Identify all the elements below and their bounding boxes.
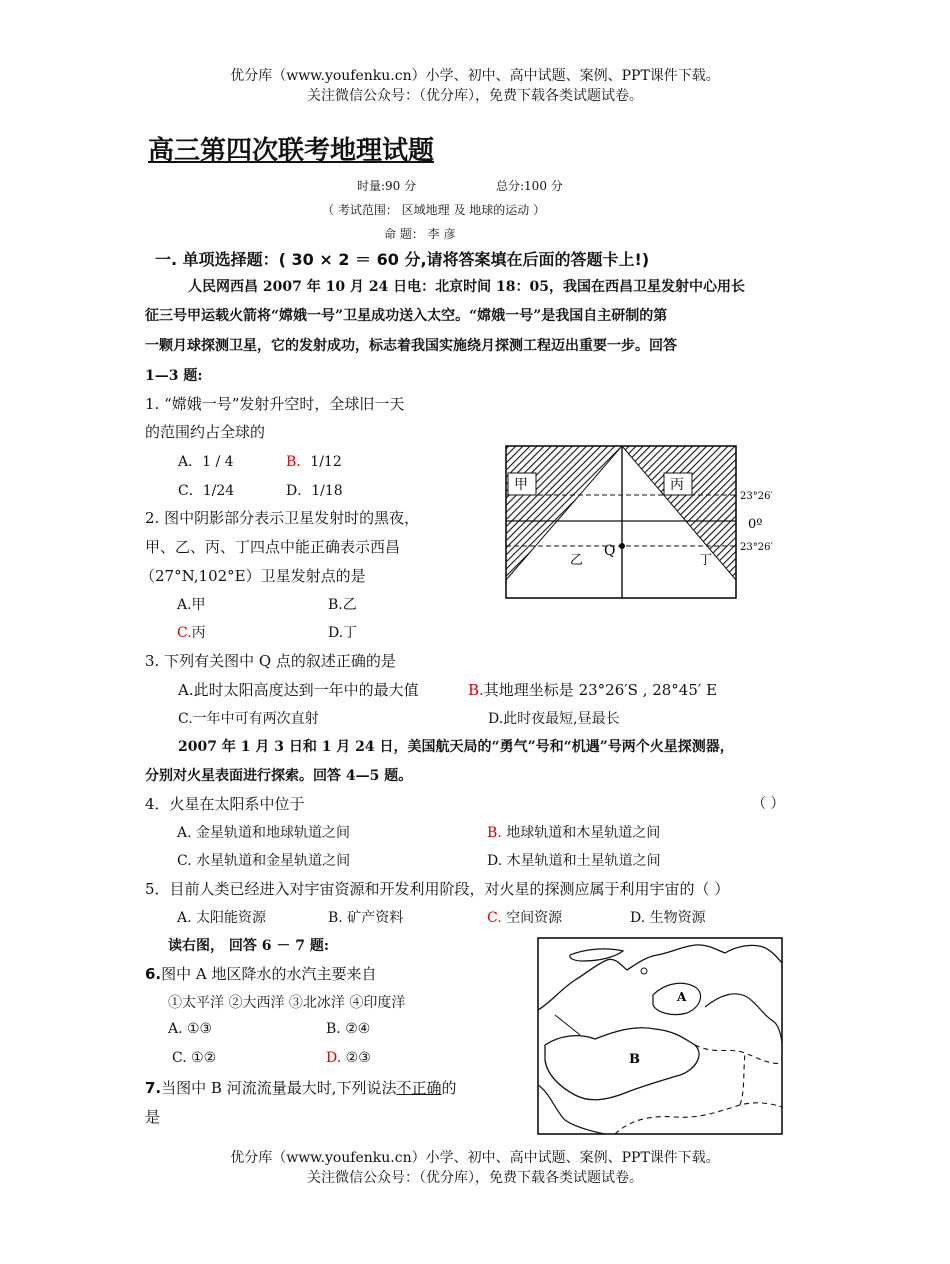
- read-map-instruction: 读右图， 回答 6 － 7 题:: [168, 938, 330, 954]
- passage2-line-2: 分别对火星表面进行探索。回答 4—5 题。: [145, 768, 413, 784]
- exam-time: 时量:90 分: [357, 179, 417, 193]
- q2-option-a: A.甲: [177, 597, 206, 613]
- q5-stem: 5．目前人类已经进入对宇宙资源和开发利用阶段，对火星的探测应属于利用宇宙的（ ）: [145, 880, 730, 898]
- q3-option-d: D.此时夜最短,昼最长: [488, 711, 620, 727]
- night-shade-left: [506, 446, 622, 580]
- q1-option-c: C．1/24: [178, 483, 235, 499]
- point-bing: 丙: [670, 477, 684, 493]
- q4-option-b: B. 地球轨道和木星轨道之间: [487, 825, 661, 841]
- passage1-line-2: 征三号甲运载火箭将“嫦娥一号”卫星成功送入太空。“嫦娥一号”是我国自主研制的第: [145, 308, 668, 324]
- q5-option-d: D. 生物资源: [630, 910, 706, 926]
- q6-option-d: D. ②③: [326, 1050, 371, 1066]
- region-a-label: A: [677, 990, 687, 1004]
- equator-label: 0º: [748, 517, 763, 532]
- q6-option-a: A. ①③: [168, 1021, 213, 1037]
- section-heading: 一. 单项选择题：( 30 × 2 ＝ 60 分,请将答案填在后面的答题卡上!): [155, 250, 650, 269]
- q2-stem-1: 2. 图中阴影部分表示卫星发射时的黑夜，: [145, 509, 420, 527]
- q5-option-b: B. 矿产资料: [328, 910, 404, 926]
- q3-option-a: A.此时太阳高度达到一年中的最大值: [178, 681, 419, 699]
- point-ding: 丁: [699, 553, 713, 568]
- q6-choices: ①太平洋 ②大西洋 ③北冰洋 ④印度洋: [168, 995, 406, 1011]
- point-q-label: Q: [604, 543, 616, 559]
- q7-stem: 7.当图中 B 河流流量最大时,下列说法不正确的: [145, 1079, 457, 1097]
- q4-option-a: A. 金星轨道和地球轨道之间: [177, 825, 351, 841]
- passage1-line-1: 人民网西昌 2007 年 10 月 24 日电：北京时间 18：05，我国在西昌卫星发射中心用长: [188, 279, 746, 295]
- lat-north-label: 23°26′: [740, 491, 773, 502]
- passage1-line-3: 一颗月球探测卫星，它的发射成功，标志着我国实施绕月探测工程迈出重要一步。回答: [145, 338, 677, 354]
- q4-answer-blank: （ ）: [752, 796, 785, 812]
- q1-option-a: A．1 / 4: [178, 454, 234, 470]
- exam-author: 命 题： 李 彦: [384, 227, 456, 241]
- q6-option-b: B. ②④: [326, 1021, 371, 1037]
- region-map: [535, 935, 785, 1137]
- header-line-1: 优分库（www.youfenku.cn）小学、初中、高中试题、案例、PPT课件下载。: [230, 68, 720, 84]
- q1-stem-2: 的范围约占全球的: [145, 423, 266, 441]
- passage1-line-4: 1—3 题:: [145, 368, 203, 384]
- q2-option-b: B.乙: [328, 597, 357, 613]
- point-q-marker: [619, 543, 625, 549]
- region-b-label: B: [629, 1052, 640, 1067]
- q1-option-b: B．1/12: [286, 454, 342, 470]
- point-jia: 甲: [514, 477, 528, 493]
- q2-option-d: D.丁: [328, 625, 358, 641]
- night-shade-right: [622, 446, 736, 580]
- q2-stem-3: （27°N,102°E）卫星发射点的是: [140, 567, 366, 585]
- q3-option-c: C.一年中可有两次直射: [178, 711, 319, 727]
- footer-line-2: 关注微信公众号：（优分库），免费下载各类试题试卷。: [307, 1170, 643, 1186]
- q4-stem: 4．火星在太阳系中位于: [145, 795, 305, 813]
- q4-option-d: D. 木星轨道和土星轨道之间: [487, 853, 661, 869]
- q2-stem-2: 甲、乙、丙、丁四点中能正确表示西昌: [145, 538, 401, 556]
- q3-stem: 3. 下列有关图中 Q 点的叙述正确的是: [145, 652, 396, 670]
- q6-stem: 6.图中 A 地区降水的水汽主要来自: [145, 965, 377, 983]
- q3-option-b: B.其地理坐标是 23°26′S , 28°45′ E: [468, 681, 718, 699]
- page-title: 高三第四次联考地理试题: [148, 136, 435, 166]
- point-yi: 乙: [570, 553, 584, 568]
- q2-option-c: C.丙: [177, 625, 206, 641]
- q1-stem-1: 1. “嫦娥一号”发射升空时，全球旧一天: [145, 395, 405, 413]
- q4-option-c: C. 水星轨道和金星轨道之间: [177, 853, 351, 869]
- exam-score: 总分:100 分: [496, 179, 563, 193]
- q6-option-c: C. ①②: [172, 1050, 217, 1066]
- exam-scope: （ 考试范围： 区域地理 及 地球的运动 ）: [322, 203, 546, 217]
- header-line-2: 关注微信公众号：（优分库），免费下载各类试题试卷。: [307, 88, 643, 104]
- lat-south-label: 23°26′: [740, 542, 773, 553]
- q1-option-d: D．1/18: [286, 483, 343, 499]
- day-night-diagram: [500, 440, 780, 605]
- q7-stem-2: 是: [145, 1108, 161, 1126]
- footer-line-1: 优分库（www.youfenku.cn）小学、初中、高中试题、案例、PPT课件下载。: [230, 1150, 720, 1166]
- passage2-line-1: 2007 年 1 月 3 日和 1 月 24 日，美国航天局的“勇气”号和“机遇”号两个火星探测器，: [178, 739, 734, 755]
- q5-option-a: A. 太阳能资源: [177, 910, 267, 926]
- q5-option-c: C. 空间资源: [487, 910, 563, 926]
